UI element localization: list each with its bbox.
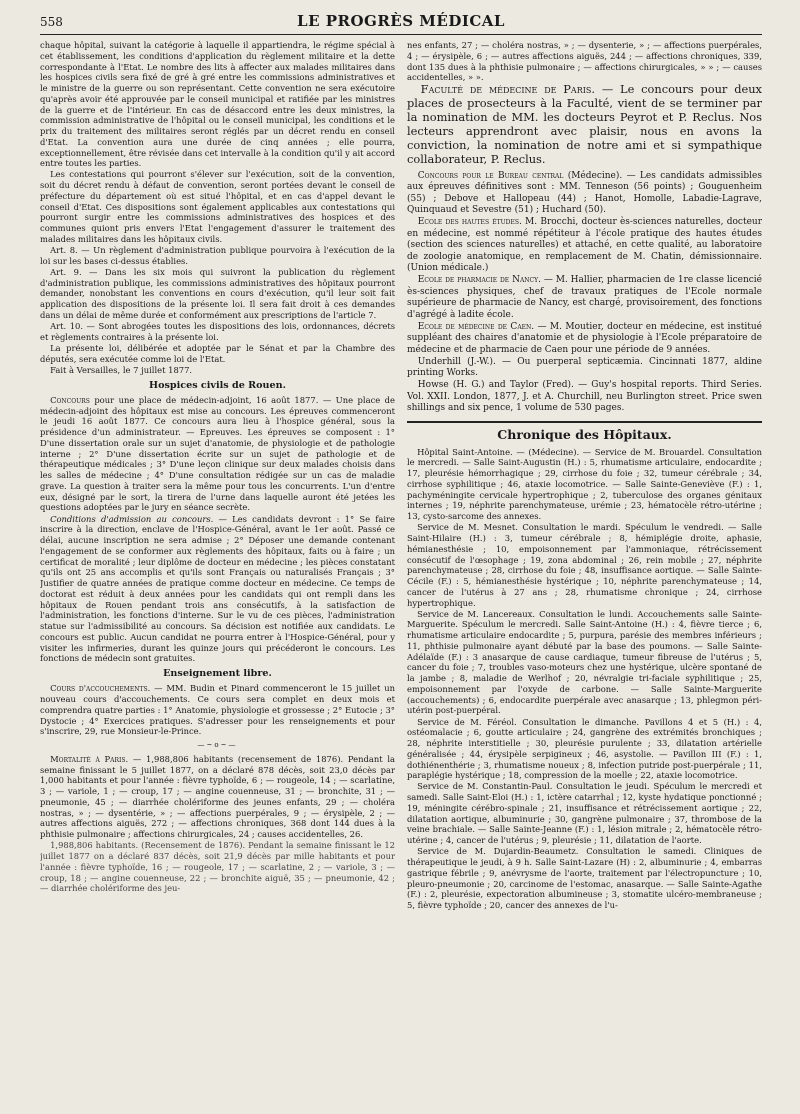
paragraph: La présente loi, délibérée et adoptée par le Sénat et par la Chambre des députés, sera exécutée comme loi de l'Etat. bbox=[40, 342, 395, 364]
paragraph: Fait à Versailles, le 7 juillet 1877. bbox=[50, 364, 193, 375]
admission-paragraph bbox=[40, 514, 395, 665]
mortalite2-paragraph: 1,988,806 habitants. (Recensement de 1876). Pendant la semaine finissant le 12 juillet 1877 on a déclaré 837 décès, soit 21,9 décès par mille habitants et pour l'année : fièvre typhoïde, 16 ; — rougeole, 17 ; — scarlatine, 2 ; — variole, 3 ; — croup, 18 ; — angine couenneuse, 22 ; — bronchite aiguë, 35 ; — pneumonie, 42 ; — diarrhée cholériforme des jeu- bbox=[40, 840, 395, 894]
caen-text: — M. Moutier, docteur en médecine, est institué suppléant des chaires d'anatomie et de physiologie à l'Ecole préparatoire de médecine et de pharmacie de Caen pour une période de 9 années. bbox=[407, 321, 762, 355]
bureau-lead: Concours pour le Bureau central bbox=[417, 170, 564, 181]
mortalite-lead: Mortalité à Paris. bbox=[50, 753, 129, 764]
rouen-lead: Concours bbox=[50, 394, 90, 405]
chronique-paragraph: Service de M. Féréol. Consultation le dimanche. Pavillons 4 et 5 (H.) : 4, ostéomalacie ; 6, goutte articulaire ; 24, gangrène des extrémités bronchiques ; 28, néphrite interstitielle ; 30, pleurésie purulente ; 33, dilatation artérielle généralisée ; 44, érysipèle serpigineux ; 46, asystolie. — Pavillon III (F.) : 1, dothiénenthérie ; 3, rhumatisme noueux ; 8, infection putride post-puerpérale ; 11, paraplégie hystérique ; 18, compression de la moelle ; 22, ataxie locomotrice. bbox=[407, 716, 762, 781]
rouen-text: pour une place de médecin-adjoint, 16 août 1877. — Une place de médecin-adjoint des hôpitaux est mise au concours. Les épreuves commenceront le jeudi 16 août 1877. Ce concours aura lieu à l'hospice général, sous la présidence d'un administrateur. — Epreuves. Les épreuves se composent : 1° D'une dissertation orale sur un sujet d'anatomie, de physiologie et de pathologie interne ; 2° D'une dissertation écrite sur un sujet de pathologie et de thérapeutique médicales ; 3° D'une leçon clinique sur deux malades choisis dans les salles de médecine ; 4° D'une consultation rédigée sur un cas de maladie grave. La question à traiter sera la même pour tous les concurrents. L'un d'entre eux, désigné par le sort, la tirera de l'urne dans laquelle auront été jetées les questions adoptées par le jury en séance secrète. bbox=[40, 394, 395, 513]
nancy-paragraph bbox=[407, 275, 762, 321]
chronique-paragraph: Service de M. Lancereaux. Consultation le lundi. Accouchements salle Sainte-Marguerite. Spéculum le mercredi. Salle Saint-Antoine (H.) : 4, fièvre tierce ; 6, rhumatisme articulaire endocardite ; 5, purpura, parésie des membres inférieurs ; 11, phthisie pulmonaire ayant débuté par la base des poumons. — Salle Sainte-Adélaïde (F.) : 3 anasarque de cause cardiaque, tumeur fibreuse de l'utérus ; 5, cancer du foie ; 7, troubles vaso-moteurs chez une hystérique, ulcère spontané de la jambe ; 8, maladie de Werlhof ; 20, névralgie tri-faciale syphilitique ; 25, empoisonnement par l'oxyde de carbone. — Salle Sainte-Marguerite (accouchements) ; 6, endocardite puerpérale avec anasarque ; 13, phlegmon péri-utérin post-puerpéral. bbox=[407, 608, 762, 716]
admission-lead: Conditions d'admission au concours. bbox=[50, 513, 214, 524]
ecole-lead: Ecole des hautes études. bbox=[417, 217, 522, 228]
right-column bbox=[407, 40, 762, 1100]
paragraph: chaque hôpital, suivant la catégorie à laquelle il appartiendra, le régime spécial à cet établissement, les conditions d'application du règlement militaire et la dette correspondante à l'Etat. Le nombre des lits à affecter aux malades militaires dans les hospices civils sera fixé de gré à gré entre les commissions administratives et le ministre de la guerre ou son représentant. Cette convention ne sera exécutoire qu'après avoir été approuvée par le conseil municipal et ratifiée par les ministres de la guerre et de l'intérieur. En cas de désaccord entre les deux ministres, la commission administrative de l'hôpital ou le conseil municipal, les conditions et le prix du traitement des militaires seront réglés par un décret rendu en conseil d'Etat. La convention aura une durée de cinq années ; elle pourra, exceptionnellement, être révisée dans cet intervalle à la condition qu'il y ait accord entre toutes les parties. bbox=[40, 40, 395, 169]
faculte-lead: Faculté de médecine de Paris. bbox=[420, 82, 595, 97]
ecole-text: M. Brocchi, docteur ès-sciences naturelles, docteur en médecine, est nommé répétiteur à l'école pratique des hautes études (section des sciences naturelles) et attaché, en cette qualité, au laboratoire de zoologie anatomique, en remplacement de M. Chatin, démissionnaire. (Union médicale.) bbox=[407, 217, 762, 274]
left-column bbox=[40, 40, 395, 1100]
ornament-rule: —~o~— bbox=[197, 741, 238, 750]
paragraph: Les contestations qui pourront s'élever sur l'exécution, soit de la convention, soit du décret rendu à défaut de convention, seront portées devant le conseil de préfecture du département où est situé l'hôpital, et en cas d'appel devant le conseil d'Etat. Ces dispositions sont également applicables aux contestations qui pourront surgir entre les commissions administratives des hospices et des communes quiont pris envers l'Etat l'engagement d'assurer le traitement des malades militaires dans les hôpitaux civils. bbox=[40, 169, 395, 244]
ecole-paragraph bbox=[407, 217, 762, 275]
nancy-lead: Ecole de pharmacie de Nancy. bbox=[417, 275, 541, 286]
columns bbox=[40, 40, 762, 1100]
section-heading-libre: Enseignement libre. bbox=[163, 668, 272, 679]
admission-text: — Les candidats devront : 1° Se faire inscrire à la direction, enclave de l'Hospice-Général, avant le 1er août. Passé ce délai, aucune inscription ne sera admise ; 2° Déposer une demande contenant l'engagement de se conformer aux règlements des hôpitaux, faits ou à faire ; un certificat de moralité ; leur diplôme de docteur en médecine ; les pièces constatant qu'ils ont 25 ans accomplis et qu'ils sont Français ou naturalisés Français ; 3° Justifier de quatre années de pratique comme docteur en médecine. Ce temps de doctorat est réduit à deux années pour les candidats qui ont rempli dans les hôpitaux de Rouen pendant trois ans consécutifs, à la satisfaction de l'administration, les fonctions d'interne. Sur le vu de ces pièces, l'administration statue sur l'admissibilité au concours. Sa décision est notifiée aux candidats. Le concours est public. Aucun candidat ne pourra entrer à l'Hospice-Général, pour y visiter les infirmeries, durant les quinze jours qui précéderont le concours. Les fonctions de médecin sont gratuites. bbox=[40, 513, 395, 664]
rouen-paragraph bbox=[40, 395, 395, 513]
page-header bbox=[40, 12, 762, 35]
continuation-paragraph: nes enfants, 27 ; — choléra nostras, » ; — dysenterie, » ; — affections puerpérales, 4 ; — érysipèle, 6 ; — autres affections aiguës, 244 ; — affections chroniques, 339, dont 135 dues à la phthisie pulmonaire ; — affections chirurgicales, » » ; — causes accidentelles, » ». bbox=[407, 40, 762, 83]
cours-lead: Cours d'accouchements. bbox=[50, 683, 151, 694]
chronique-heading: Chronique des Hôpitaux. bbox=[407, 421, 762, 443]
chronique-paragraph: Hôpital Saint-Antoine. — (Médecine). — Service de M. Brouardel. Consultation le mercredi. — Salle Saint-Augustin (H.) : 5, rhumatisme articulaire, endocardite ; 17, pleurésie hémorrhagique ; 29, cirrhose du foie ; 32, tumeur cérébrale ; 34, cirrhose syphilitique ; 46, ataxie locomotrice. — Salle Sainte-Geneviève (F.) : 1, pachyméningite cervicale hypertrophique ; 2, tuberculose des organes génitaux internes ; 19, néphrite parenchymateuse, urémie ; 23, hématocèle rétro-utérine ; 13, cysto-sarcome des annexes. bbox=[407, 446, 762, 522]
cours-paragraph bbox=[40, 683, 395, 737]
caen-paragraph bbox=[407, 322, 762, 357]
journal-title: LE PROGRÈS MÉDICAL bbox=[297, 12, 505, 30]
mortalite-paragraph bbox=[40, 754, 395, 840]
paragraph: Art. 8. — Un règlement d'administration publique pourvoira à l'exécution de la loi sur les bases ci-dessus établies. bbox=[40, 245, 395, 266]
bureau-text: (Médecine). — Les candidats admissibles aux épreuves définitives sont : MM. Tenneson (56 points) ; Gouguenheim (55) ; Debove et Hallopeau (44) ; Hanot, Homolle, Labadie-Lagrave, Quinquaud et Sevestre (51) ; Huchard (50). bbox=[407, 170, 762, 216]
bibliography-entry: Howse (H. G.) and Taylor (Fred). — Guy's hospital reports. Third Series. Vol. XXII. London, 1877, J. et A. Churchill, neu Burlington street. Price swen shillings and six pence, 1 volume de 530 pages. bbox=[407, 380, 762, 414]
bibliography-entry: Underhill (J.-W.). — Ou puerperal septicæmia. Cincinnati 1877, aldine printing Works. bbox=[407, 356, 762, 379]
bureau-paragraph bbox=[407, 171, 762, 217]
announcements-block bbox=[407, 171, 762, 415]
chronique-paragraph: Service de M. Constantin-Paul. Consultation le jeudi. Spéculum le mercredi et samedi. Salle Saint-Eloi (H.) : 1, ictère catarrhal ; 12, kyste hydatique ponctionné ; 19, méningite cérébro-spinale ; 21, insuffisance et rétrécissement aortique ; 22, dilatation aortique, albuminurie ; 30, gangrène pulmonaire ; 37, thrombose de la veine brachiale. — Salle Sainte-Jeanne (F.) : 1, lésion mitrale ; 2, hématocèle rétro-utérine ; 4, cancer de l'utérus ; 9, pleurésie ; 11, dilatation de l'aorte. bbox=[407, 781, 762, 846]
chronique-paragraph: Service de M. Mesnet. Consultation le mardi. Spéculum le vendredi. — Salle Saint-Hilaire (H.) : 3, tumeur cérébrale ; 8, hémiplégie droite, aphasie, hémianesthésie ; 10, empoisonnement par l'ammoniaque, rétrécissement consécutif de l'œsophage ; 19, zona abdominal ; 26, rein mobile ; 27, néphrite parenchymateuse ; 28, cirrhose du foie ; 48, insuffisance aortique. — Salle Sainte-Cécile (F.) : 5, hémianesthésie hystérique ; 10, néphrite parenchymateuse ; 14, cancer de l'utérus à 27 ans ; 28, rhumatisme chronique ; 24, cirrhose hypertrophique. bbox=[407, 522, 762, 608]
caen-lead: Ecole de médecine de Caen. bbox=[417, 321, 535, 332]
chronique-paragraph: Service de M. Dujardin-Beaumetz. Consultation le samedi. Cliniques de thérapeutique le jeudi, à 9 h. Salle Saint-Lazare (H) : 2, albuminurie ; 4, embarras gastrique fébrile ; 9, anévrysme de l'aorte, traitement par l'électropuncture ; 10, pleuro-pneumonie ; 20, carcinome de l'estomac, anasarque. — Salle Sainte-Agathe (F.) : 2, pleurésie, expectoration albumineuse ; 3, stomatite ulcéro-membraneuse ; 5, fièvre typhoïde ; 20, cancer des annexes de l'u- bbox=[407, 846, 762, 911]
paragraph: Art. 9. — Dans les six mois qui suivront la publication du règlement d'administration publique, les commissions administratives des hôpitaux pourront demander, nonobstant les conventions en cours d'exécution, qu'il leur soit fait application des dispositions de la présente loi. Il sera fait droit à ces demandes dans un délai de même durée et conformément aux prescriptions de l'article 7. bbox=[40, 266, 395, 320]
faculte-text: — Le concours pour deux places de prosecteurs à la Faculté, vient de se terminer par la nomination de MM. les docteurs Peyrot et P. Reclus. Nos lecteurs apprendront avec plaisir, nous en avons la conviction, la nomination de notre ami et si sympathique collaborateur, P. Reclus. bbox=[407, 82, 762, 166]
mortalite-text: — 1,988,806 habitants (recensement de 1876). Pendant la semaine finissant le 5 juillet 1877, on a déclaré 878 décès, soit 23,0 décès par 1,000 habitants et pour l'année : fièvre typhoïde, 6 ; — rougeole, 14 ; — scarlatine, 3 ; — variole, 1 ; — croup, 17 ; — angine couenneuse, 31 ; — bronchite, 31 ; — pneumonie, 45 ; — diarrhée cholériforme des jeunes enfants, 29 ; — choléra nostras, » ; — dysentérie, » ; — affections puerpérales, 9 ; — érysipèle, 2 ; — autres affections aiguës, 272 ; — affections chroniques, 368 dont 144 dues à la phthisie pulmonaire ; affections chirurgicales, 24 ; causes accidentelles, 26. bbox=[40, 753, 395, 840]
faculte-block bbox=[407, 83, 762, 166]
paragraph: Art. 10. — Sont abrogées toutes les dispositions des lois, ordonnances, décrets et règlements contraires à la présente loi. bbox=[40, 321, 395, 342]
faculte-paragraph bbox=[407, 83, 762, 166]
cours-text: — MM. Budin et Pinard commenceront le 15 juillet un nouveau cours d'accouchements. Ce cours sera complet en deux mois et comprendra quatre parties : 1° Anatomie, physiologie et grossesse ; 2° Eutocie ; 3° Dystocie ; 4° Exercices pratiques. S'adresser pour les renseignements et pour s'inscrire, 29, rue Monsieur-le-Prince. bbox=[40, 683, 395, 737]
page-number: 558 bbox=[40, 15, 63, 29]
section-heading-rouen: Hospices civils de Rouen. bbox=[149, 379, 286, 391]
nancy-text: — M. Hallier, pharmacien de 1re classe licencié ès-sciences physiques, chef de travaux pratiques de l'Ecole normale supérieure de pharmacie de Nancy, est chargé, provisoirement, des fonctions d'agrégé à ladite école. bbox=[407, 275, 762, 320]
